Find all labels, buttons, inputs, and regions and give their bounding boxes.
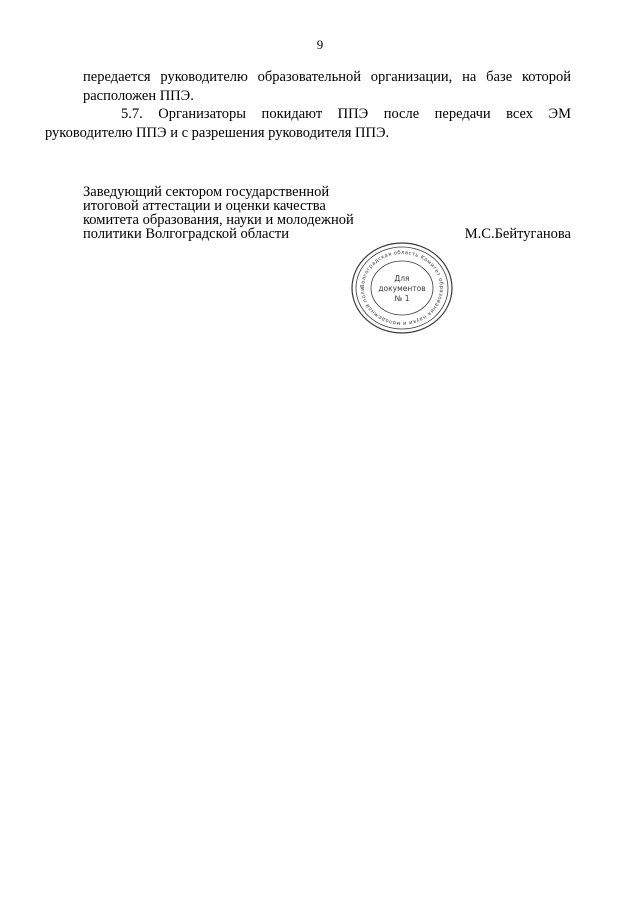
signature-position-line: итоговой аттестации и оценки качества [83, 198, 326, 214]
signature-position-line: Заведующий сектором государственной [83, 184, 330, 200]
paragraph-5-7-line2: руководителю ППЭ и с разрешения руководителя ППЭ. [45, 125, 390, 141]
signature-position-line: комитета образования, науки и молодежной [83, 212, 354, 228]
paragraph-5-7-line1: 5.7. Организаторы покидают ППЭ после передачи всех ЭМ [121, 106, 571, 122]
signature-position-line: политики Волгоградской области [83, 226, 290, 242]
official-seal [348, 240, 456, 336]
signer-name: М.С.Бейтуганова [464, 226, 571, 242]
seal-graphic [348, 240, 456, 336]
paragraph-continued-line2: расположен ППЭ. [83, 88, 194, 104]
signature-position [83, 185, 354, 241]
seal-center-line: Для [394, 274, 410, 283]
seal-ring-text: Волгоградская область Комитет образования науки и молодежной поли [359, 249, 445, 327]
seal-center-line: документов [378, 284, 426, 293]
paragraph-continued [83, 68, 571, 106]
page-number: 9 [316, 37, 324, 52]
paragraph-continued-line1: передается руководителю образовательной организации, на базе которой [83, 69, 571, 85]
paragraph-5-7 [45, 105, 571, 143]
seal-center-line: № 1 [394, 294, 410, 303]
